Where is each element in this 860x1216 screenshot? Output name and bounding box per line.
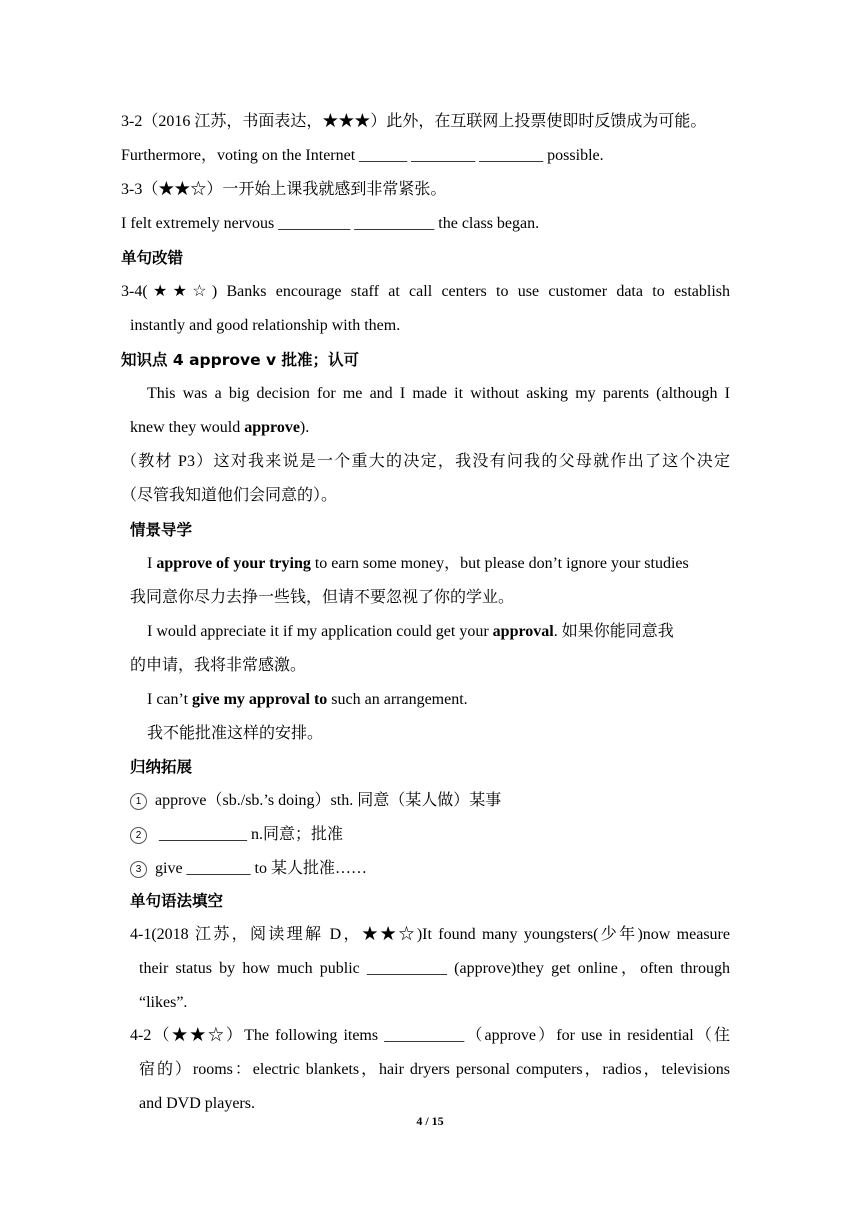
exercise-4-1-line-2: their status by how much public __________ (approve)they get online，often through xyxy=(139,960,730,977)
exercise-4-2-line-2: 宿的）rooms：electric blankets，hair dryers personal computers，radios，televisions xyxy=(139,1061,730,1078)
exercise-3-3-sentence: I felt extremely nervous _________ __________ the class began. xyxy=(121,215,540,232)
circled-number-1: 1 xyxy=(130,793,147,810)
example-1-chinese: 我同意你尽力去挣一些钱，但请不要忽视了你的学业。 xyxy=(130,589,515,606)
section-heading-error-correction: 单句改错 xyxy=(121,249,184,267)
summary-item-1: 1 approve（sb./sb.’s doing）sth. 同意（某人做）某事 xyxy=(130,791,501,811)
exercise-3-3-prompt: 3-3（★★☆）一开始上课我就感到非常紧张。 xyxy=(121,181,447,198)
knowledge-point-4-heading: 知识点 4 approve v 批准；认可 xyxy=(121,351,360,369)
exercise-4-2-line-3: and DVD players. xyxy=(139,1095,255,1112)
exercise-4-1-line-3: “likes”. xyxy=(139,994,188,1011)
keyword-approve: approve xyxy=(244,419,300,436)
textbook-example-line-1: This was a big decision for me and I made it without asking my parents (although I xyxy=(147,385,730,402)
textbook-translation-line-1: （教材 P3）这对我来说是一个重大的决定，我没有问我的父母就作出了这个决定 xyxy=(121,453,730,470)
exercise-4-2-line-1: 4-2（★★☆）The following items __________（approve）for use in residential（住 xyxy=(130,1027,730,1044)
example-2-chinese: 的申请，我将非常感激。 xyxy=(130,657,307,674)
example-2-english: I would appreciate it if my application could get your approval. 如果你能同意我 xyxy=(147,623,674,640)
circled-number-2: 2 xyxy=(130,827,147,844)
keyword-approval: approval xyxy=(492,623,554,640)
summary-item-3: 3 give ________ to 某人批准…… xyxy=(130,859,367,879)
page-number: 4 / 15 xyxy=(416,1114,444,1128)
summary-item-2: 2 ___________ n.同意；批准 xyxy=(130,825,343,845)
exercise-3-4-line-2: instantly and good relationship with them. xyxy=(130,317,401,334)
section-heading-grammar-fill: 单句语法填空 xyxy=(130,892,224,910)
example-3-english: I can’t give my approval to such an arrangement. xyxy=(147,691,468,708)
phrase-approve-of: approve of your trying xyxy=(156,555,311,572)
textbook-example-line-2: knew they would approve). xyxy=(130,419,310,436)
circled-number-3: 3 xyxy=(130,861,147,878)
section-heading-situational: 情景导学 xyxy=(130,521,193,539)
example-3-chinese: 我不能批准这样的安排。 xyxy=(147,725,324,742)
example-1-english: I approve of your trying to earn some money，but please don’t ignore your studies xyxy=(147,555,689,572)
exercise-4-1-line-1: 4-1(2018 江苏，阅读理解 D，★★☆)It found many youngsters(少年)now measure xyxy=(130,926,730,943)
section-heading-summary: 归纳拓展 xyxy=(130,758,193,776)
phrase-give-approval: give my approval to xyxy=(192,691,328,708)
exercise-3-4-line-1: 3-4(★★☆) Banks encourage staff at call centers to use customer data to establish xyxy=(121,283,730,300)
textbook-translation-line-2: （尽管我知道他们会同意的）。 xyxy=(121,487,338,504)
exercise-3-2-sentence: Furthermore，voting on the Internet ______ ________ ________ possible. xyxy=(121,147,604,164)
exercise-3-2-prompt: 3-2（2016 江苏，书面表达，★★★）此外，在互联网上投票使即时反馈成为可能。 xyxy=(121,113,707,130)
